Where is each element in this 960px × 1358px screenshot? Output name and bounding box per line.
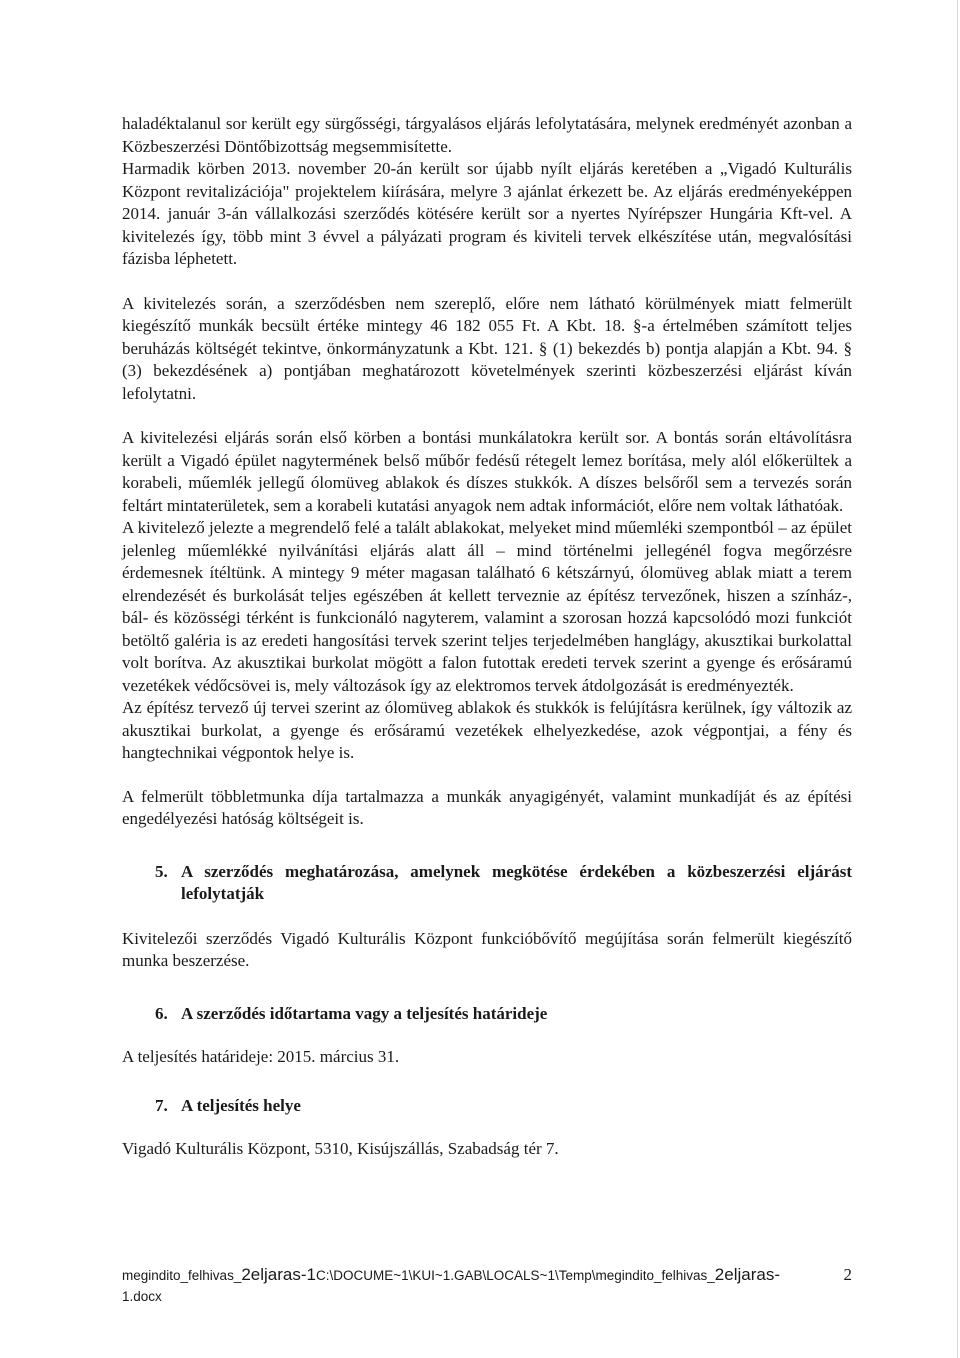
section-7-number: 7. — [155, 1095, 168, 1115]
footer-filename — [122, 1264, 780, 1286]
section-6-title: A szerződés időtartama vagy a teljesítés határideje — [181, 1003, 548, 1023]
footer-path: C:\DOCUME~1\KUI~1.GAB\LOCALS~1\Temp\megindito_felhivas_ — [315, 1268, 715, 1283]
section-5-heading — [122, 861, 852, 906]
section-5-title: A szerződés meghatározása, amelynek megkötése érdekében a közbeszerzési eljárást lefolytatják — [181, 861, 852, 903]
footer-line-1 — [122, 1264, 852, 1286]
footer-big-2: 2eljaras- — [714, 1265, 780, 1284]
section-6-heading — [122, 1003, 852, 1026]
section-7-title: A teljesítés helye — [181, 1095, 301, 1115]
page-edge-line — [957, 0, 958, 1358]
section-5-number: 5. — [155, 861, 168, 881]
paragraph-windows: A kivitelező jelezte a megrendelő felé a talált ablakokat, melyeket mind műemléki szempontból – az épület jelenleg műemlékké nyilvánítási eljárás alatt áll – mind történelmi jellegénél fogva megőrzésre érdemesnek ítéltünk. A mintegy 9 méter magasan található 6 kétszárnyú, ólomüveg ablak miatt a terem elrendezését és burkolását teljes egészében át kellett terveznie az építész tervezőnek, hiszen a színház-, bál- és közösségi térként is funkcionáló nagyterem, valamint a szorosan hozzá kapcsolódó mozi funkciót betöltő galéria is az eredeti hangosítási tervek szerint teljes terjedelmében hanglágy, akusztikai burkolattal volt borítva. Az akusztikai burkolat mögött a falon futottak eredeti tervek szerint a gyenge és erősáramú vezetékek védőcsövei is, mely változások így az elektromos tervek átdolgozását is eredményezték. — [122, 518, 852, 695]
paragraph-new-plans: Az építész tervező új tervei szerint az ólomüveg ablakok és stukkók is felújításra kerülnek, így változik az akusztikai burkolat, a gyenge és erősáramú vezetékek elhelyezkedése, azok végpontjai, a fény és hangtechnikai végpontok helye is. — [122, 698, 852, 762]
page-number: 2 — [843, 1265, 852, 1284]
section-5-text: Kivitelezői szerződés Vigadó Kulturális Központ funkcióbővítő megújítása során felmerült kiegészítő munka beszerzése. — [122, 928, 852, 970]
section-6-number: 6. — [155, 1003, 168, 1023]
section-6-text: A teljesítés határideje: 2015. március 31. — [122, 1047, 400, 1066]
paragraph-additional-works: A kivitelezés során, a szerződésben nem szereplő, előre nem látható körülmények miatt felmerült kiegészítő munkák becsült értéke mintegy 46 182 055 Ft. A Kbt. 18. §-a értelmében számított teljes beruházás költségét tekintve, önkormányzatunk a Kbt. 121. § (1) bekezdés b) pontja alapján a Kbt. 94. § (3) bekezdésének a) pontjában meghatározott követelmények szerinti közbeszerzési eljárást kíván lefolytatni. — [122, 293, 852, 403]
section-7-text: Vigadó Kulturális Központ, 5310, Kisújszállás, Szabadság tér 7. — [122, 1139, 559, 1158]
document-body — [122, 113, 852, 1161]
paragraph-third-round: Harmadik körben 2013. november 20-án került sor újabb nyílt eljárás keretében a „Vigadó Kulturális Központ revitalizációja" projektelem kiírására, melyre 3 ajánlat érkezett be. Az eljárás eredményeképpen 2014. január 3-án vállalkozási szerződés kötésére került sor a nyertes Nyírépszer Hungária Kft-vel. A kivitelezés így, több mint 3 évvel a pályázati program és kiviteli tervek elkészítése után, megvalósítási fázisba léphetett. — [122, 159, 852, 268]
footer-big-1: 2eljaras-1 — [241, 1265, 316, 1284]
page-footer — [122, 1264, 852, 1307]
footer-prefix: megindito_felhivas_ — [122, 1268, 242, 1283]
paragraph-continuation: haladéktalanul sor került egy sürgősségi, tárgyalásos eljárás lefolytatására, melynek eredményét azonban a Közbeszerzési Döntőbizottság megsemmisítette. — [122, 114, 852, 156]
footer-line-2: 1.docx — [122, 1289, 162, 1304]
section-7-heading — [122, 1095, 852, 1118]
paragraph-demolition: A kivitelezési eljárás során első körben a bontási munkálatokra került sor. A bontás során eltávolításra került a Vigadó épület nagytermének belső műbőr fedésű rétegelt lemez borítása, mely alól előkerültek a korabeli, műemlék jellegű ólomüveg ablakok és díszes stukkók. A díszes belsőről sem a tervezés során feltárt mintaterületek, sem a korabeli kutatási anyagok nem adtak információt, előre nem voltak láthatóak. — [122, 428, 852, 515]
paragraph-extra-work-fee: A felmerült többletmunka díja tartalmazza a munkák anyagigényét, valamint munkadíját és az építési engedélyezési hatóság költségeit is. — [122, 786, 852, 828]
